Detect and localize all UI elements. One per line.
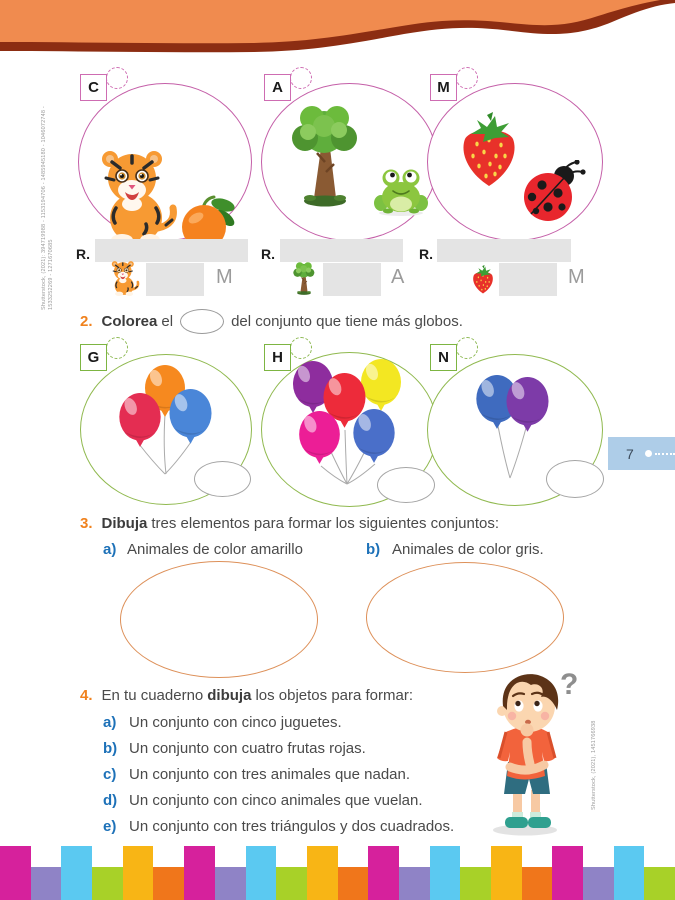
exercise2-post: del conjunto que tiene más globos. — [231, 313, 463, 330]
stripe-bar — [276, 867, 307, 900]
item-b-label: b) — [103, 740, 118, 757]
strawberry-icon — [453, 112, 525, 190]
tree-icon-small — [288, 261, 320, 296]
tiger-cub-icon — [92, 148, 184, 246]
answer-box[interactable] — [437, 239, 571, 262]
exercise2-instruction — [80, 309, 463, 334]
stripe-bar — [460, 867, 491, 900]
stripe-bar — [184, 846, 215, 900]
strawberry-icon-small — [469, 265, 497, 295]
r-label: R. — [76, 246, 90, 262]
item-e-label: e) — [103, 818, 117, 835]
item-a-label: a) — [103, 714, 117, 731]
exercise2-pre: el — [161, 313, 174, 330]
tab-dot — [645, 450, 652, 457]
exercise3-rest: tres elementos para formar los siguientes conjuntos: — [151, 515, 500, 532]
exercise3-instruction — [80, 515, 499, 532]
hint-letter: M — [568, 266, 585, 288]
answer-box-small[interactable] — [499, 263, 557, 296]
tiger-cub-icon-small — [108, 260, 142, 296]
set-label-c: C — [80, 74, 107, 101]
r-label: R. — [261, 246, 275, 262]
item-d-text: Un conjunto con cinco animales que vuelan. — [129, 792, 423, 809]
count-answer-oval[interactable] — [194, 461, 251, 497]
answer-box-small[interactable] — [146, 263, 204, 296]
item-e-text: Un conjunto con tres triángulos y dos cuadrados. — [129, 818, 455, 835]
dotted-arc — [456, 67, 478, 89]
exercise3-number: 3. — [80, 515, 93, 532]
set-label-h: H — [264, 344, 291, 371]
exercise4-instruction — [80, 687, 413, 704]
count-answer-oval[interactable] — [546, 460, 604, 498]
stripe-bar — [31, 867, 62, 900]
exercise2-verb: Colorea — [101, 313, 158, 330]
stripe-bar — [430, 846, 461, 900]
color-the-oval-target[interactable] — [180, 309, 224, 334]
page-number-tab — [608, 437, 675, 470]
r-label: R. — [419, 246, 433, 262]
drawing-area-a[interactable] — [120, 561, 318, 678]
stripe-bar — [153, 867, 184, 900]
stripe-bar — [368, 846, 399, 900]
stripe-bar — [552, 846, 583, 900]
set-label-a: A — [264, 74, 291, 101]
footer-stripe — [0, 846, 675, 900]
stripe-bar — [399, 867, 430, 900]
top-banner — [0, 0, 675, 72]
dotted-arc — [106, 67, 128, 89]
stripe-bar — [61, 846, 92, 900]
item-b-text: Un conjunto con cuatro frutas rojas. — [129, 740, 366, 757]
answer-box[interactable] — [280, 239, 403, 262]
tab-dotted-line — [655, 453, 675, 455]
exercise4-pre: En tu cuaderno — [101, 687, 204, 704]
set-label-g: G — [80, 344, 107, 371]
page-number: 7 — [626, 445, 634, 462]
frog-icon — [372, 167, 430, 217]
item-c-text: Un conjunto con tres animales que nadan. — [129, 766, 411, 783]
thinking-boy-illustration — [472, 664, 587, 839]
option-a-label: a) — [103, 541, 117, 558]
item-d-label: d) — [103, 792, 118, 809]
dotted-arc — [456, 337, 478, 359]
stripe-bar — [583, 867, 614, 900]
stripe-bar — [644, 867, 675, 900]
dotted-arc — [290, 337, 312, 359]
ladybug-icon — [518, 160, 586, 222]
question-mark-icon: ? — [560, 668, 579, 701]
stripe-bar — [491, 846, 522, 900]
exercise4-post: los objetos para formar: — [255, 687, 414, 704]
dotted-arc — [290, 67, 312, 89]
exercise3-verb: Dibuja — [101, 515, 148, 532]
exercise4-verb: dibuja — [207, 687, 252, 704]
photo-credit-right: Shutterstock, (2021), 1451766938 — [591, 720, 597, 810]
stripe-bar — [123, 846, 154, 900]
stripe-bar — [246, 846, 277, 900]
stripe-bar — [307, 846, 338, 900]
item-a-text: Un conjunto con cinco juguetes. — [129, 714, 342, 731]
stripe-bar — [215, 867, 246, 900]
tree-icon — [284, 102, 366, 210]
stripe-bar — [338, 867, 369, 900]
stripe-bar — [614, 846, 645, 900]
exercise4-number: 4. — [80, 687, 93, 704]
exercise2-number: 2. — [80, 313, 93, 330]
stripe-bar — [522, 867, 553, 900]
option-a-text: Animales de color amarillo — [127, 541, 303, 558]
dotted-arc — [106, 337, 128, 359]
option-b-text: Animales de color gris. — [392, 541, 544, 558]
item-c-label: c) — [103, 766, 117, 783]
option-b-label: b) — [366, 541, 381, 558]
set-label-n: N — [430, 344, 457, 371]
hint-letter: A — [391, 266, 405, 288]
stripe-bar — [92, 867, 123, 900]
stripe-bar — [0, 846, 31, 900]
answer-box-small[interactable] — [323, 263, 381, 296]
answer-box[interactable] — [95, 239, 248, 262]
photo-credit-left: Shutterstock, (2021): 394719988 - 1153194706 - 1485945180 - 1046072748 - 1533252269 - 1271670685 — [41, 106, 54, 310]
drawing-area-b[interactable] — [366, 562, 564, 673]
set-label-m: M — [430, 74, 457, 101]
count-answer-oval[interactable] — [377, 467, 435, 503]
hint-letter: M — [216, 266, 233, 288]
